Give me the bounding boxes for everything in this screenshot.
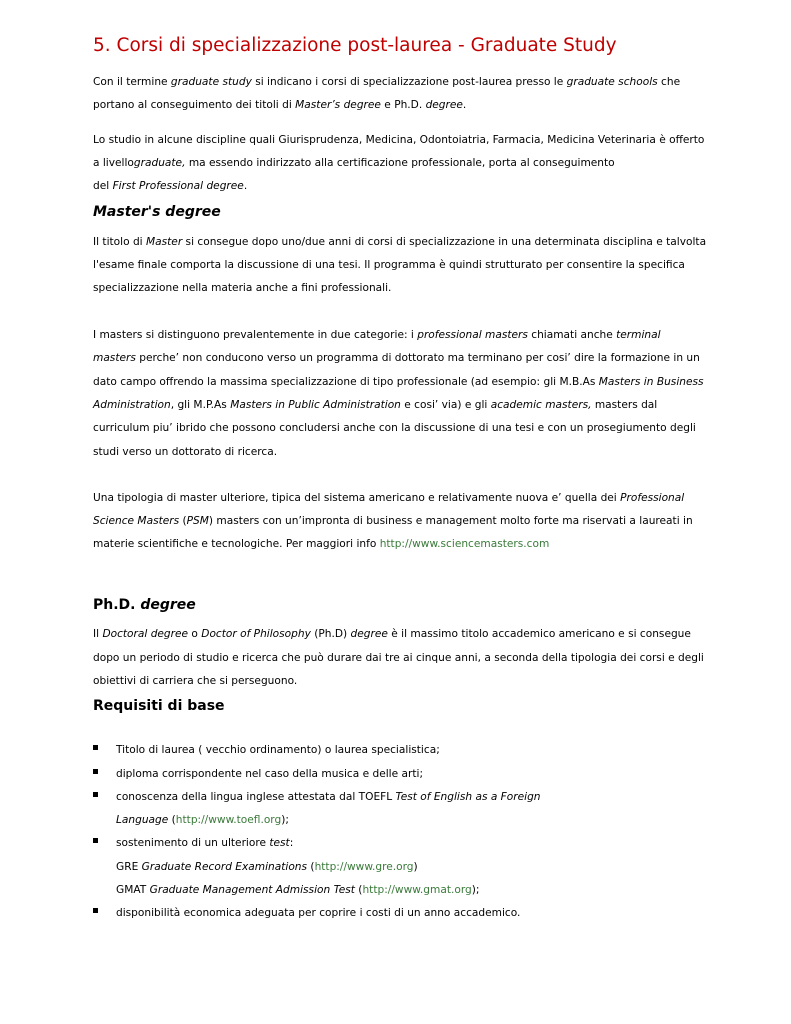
text-line: obiettivi di carriera che si perseguono. xyxy=(93,675,298,687)
list-item-continuation: Language (http://www.toefl.org); xyxy=(116,814,289,826)
text-line: dopo un periodo di studio e ricerca che può durare dai tre ai cinque anni, a seconda della tipologia dei corsi e degli xyxy=(93,652,704,664)
bullet-icon xyxy=(93,792,98,797)
text-line: materie scientifiche e tecnologiche. Per maggiori info http://www.sciencemasters.com xyxy=(93,538,550,550)
text-line: Il Doctoral degree o Doctor of Philosophy (Ph.D) degree è il massimo titolo accademico americano e si consegue xyxy=(93,628,691,640)
text-line: I masters si distinguono prevalentemente in due categorie: i professional masters chiamati anche terminal xyxy=(93,329,661,341)
toefl-link[interactable]: http://www.toefl.org xyxy=(175,814,282,826)
masters-heading: Master's degree xyxy=(93,204,221,220)
text-line: masters perche’ non conducono verso un programma di dottorato ma terminano per cosi’ dire la formazione in un xyxy=(93,352,700,364)
bullet-icon xyxy=(93,769,98,774)
text-line: studi verso un dottorato di ricerca. xyxy=(93,446,278,458)
text-line: a livellograduate, ma essendo indirizzato alla certificazione professionale, porta al conseguimento xyxy=(93,157,615,169)
text-line: Una tipologia di master ulteriore, tipica del sistema americano e relativamente nuova e’ quella dei Professional xyxy=(93,492,685,504)
list-item-gmat: GMAT Graduate Management Admission Test (http://www.gmat.org); xyxy=(116,884,480,896)
text-line: Administration, gli M.P.As Masters in Public Administration e cosi’ via) e gli academic masters, masters dal xyxy=(93,399,658,411)
text-line: Lo studio in alcune discipline quali Giurisprudenza, Medicina, Odontoiatria, Farmacia, Medicina Veterinaria è offerto xyxy=(93,134,705,146)
list-item: diploma corrispondente nel caso della musica e delle arti; xyxy=(116,768,424,780)
text-line: dato campo offrendo la massima specializzazione di tipo professionale (ad esempio: gli M.B.As Masters in Business xyxy=(93,376,704,388)
list-item: conoscenza della lingua inglese attestata dal TOEFL Test of English as a Foreign xyxy=(116,791,541,803)
text-line: Il titolo di Master si consegue dopo uno/due anni di corsi di specializzazione in una determinata disciplina e talvolta xyxy=(93,236,707,248)
list-item: sostenimento di un ulteriore test: xyxy=(116,837,294,849)
text-line: portano al conseguimento dei titoli di Master’s degree e Ph.D. degree. xyxy=(93,99,467,111)
gre-link[interactable]: http://www.gre.org xyxy=(314,861,414,873)
text-line: l'esame finale comporta la discussione di una tesi. Il programma è quindi strutturato per consentire la specifica xyxy=(93,259,685,271)
bullet-icon xyxy=(93,745,98,750)
phd-heading: Ph.D. degree xyxy=(93,597,196,613)
requirements-heading: Requisiti di base xyxy=(93,698,225,714)
gmat-link[interactable]: http://www.gmat.org xyxy=(362,884,472,896)
list-item-gre: GRE Graduate Record Examinations (http://www.gre.org) xyxy=(116,861,418,873)
sciencemasters-link[interactable]: http://www.sciencemasters.com xyxy=(379,538,550,550)
text-line: Con il termine graduate study si indicano i corsi di specializzazione post-laurea presso le graduate schools che xyxy=(93,76,681,88)
bullet-icon xyxy=(93,908,98,913)
text-line: del First Professional degree. xyxy=(93,180,248,192)
text-line: curriculum piu’ ibrido che possono concludersi anche con la discussione di una tesi e con un prosegiumento degli xyxy=(93,422,696,434)
list-item: disponibilità economica adeguata per coprire i costi di un anno accademico. xyxy=(116,907,521,919)
bullet-icon xyxy=(93,838,98,843)
list-item: Titolo di laurea ( vecchio ordinamento) o laurea specialistica; xyxy=(116,744,440,756)
page-title: 5. Corsi di specializzazione post-laurea - Graduate Study xyxy=(93,35,617,56)
text-line: specializzazione nella materia anche a fini professionali. xyxy=(93,282,392,294)
text-line: Science Masters (PSM) masters con un’impronta di business e management molto forte ma riservati a laureati in xyxy=(93,515,693,527)
